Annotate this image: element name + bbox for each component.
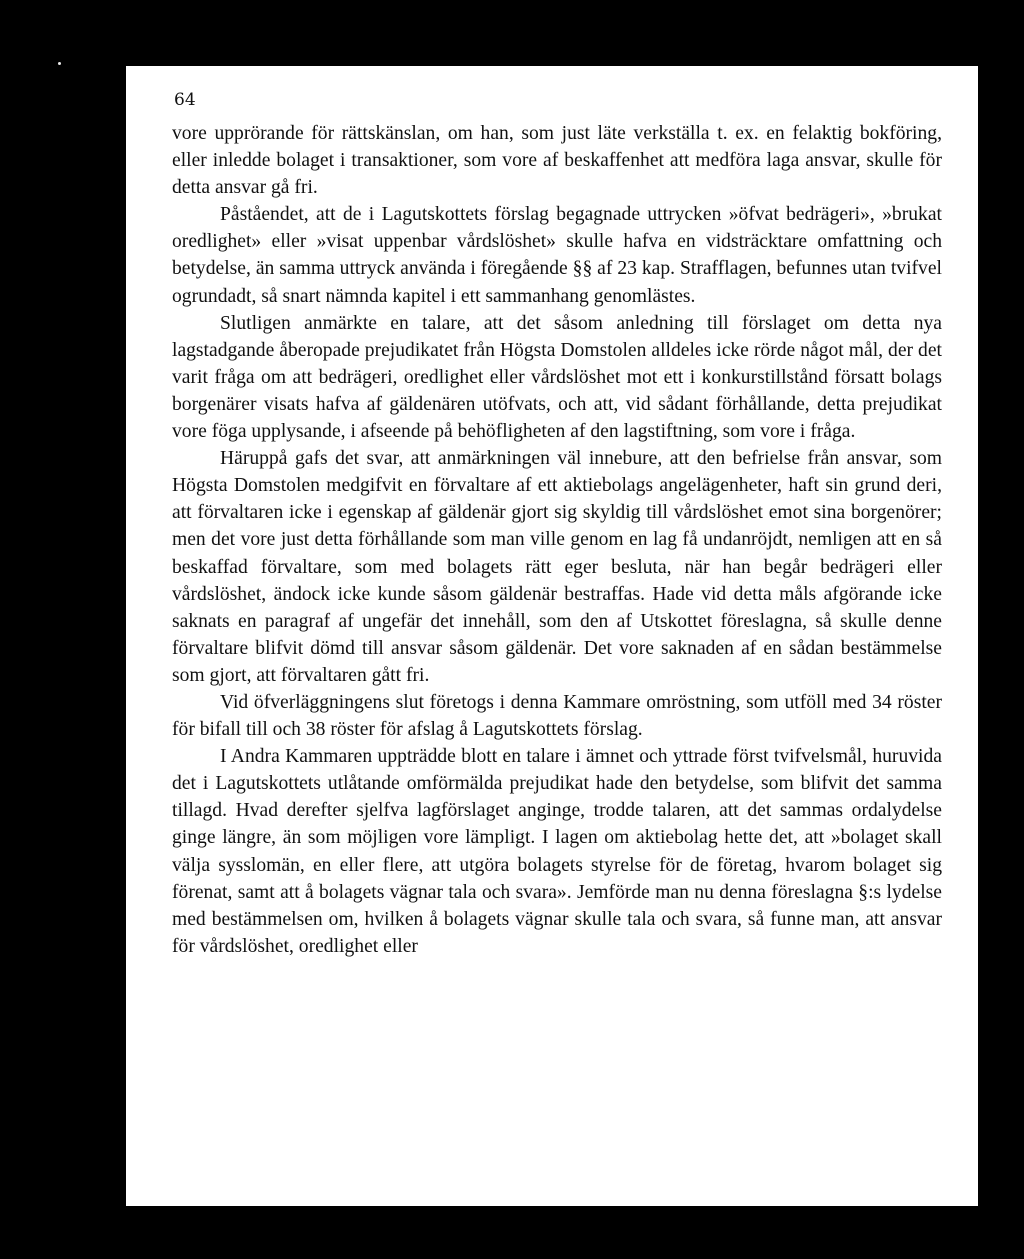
paragraph: vore upprörande för rättskänslan, om han, som just läte verkställa t. ex. en felaktig bokföring, eller inledde bolaget i transaktioner, som vore af beskaffenhet att medföra laga ansvar, skulle för detta ansvar gå fri.	[172, 123, 942, 199]
paragraph: I Andra Kammaren uppträdde blott en talare i ämnet och yttrade först tvifvelsmål, huruvida det i Lagutskottets utlåtande omförmälda prejudikat hade den betydelse, som blifvit det samma tillagd. Hvad derefter sjelfva lagförslaget anginge, trodde talaren, att det sammas ordalydelse ginge längre, än som möjligen vore lämpligt. I lagen om aktiebolag hette det, att »bolaget skall välja sysslomän, en eller flere, att utgöra bolagets styrelse för de företag, hvarom bolaget sig förenat, samt att å bolagets vägnar tala och svara». Jemförde man nu denna föreslagna §:s lydelse med bestämmelsen om, hvilken å bolagets vägnar skulle tala och svara, så funne man, att ansvar för vårdslöshet, oredlighet eller	[172, 746, 942, 957]
paragraph: Häruppå gafs det svar, att anmärkningen väl innebure, att den befrielse från ansvar, som Högsta Domstolen medgifvit en förvaltare af ett aktiebolags angelägenheter, haft sin grund deri, att förvaltaren icke i egenskap af gäldenär gjort sig skyldig till vårdslöshet emot sina borgenörer; men det vore just detta förhållande som man ville genom en lag få undanröjdt, nemligen att en så beskaffad förvaltare, som med bolagets rätt eger besluta, när han begår bedrägeri eller vårdslöshet, ändock icke kunde såsom gäldenär bestraffas. Hade vid detta måls afgörande icke saknats en paragraf af ungefär det innehåll, som den af Utskottet föreslagna, så skulle denne förvaltare blifvit dömd till ansvar såsom gäldenär. Det vore saknaden af en sådan bestämmelse som gjort, att förvaltaren gått fri.	[172, 448, 942, 686]
page-number: 64	[174, 90, 196, 110]
paragraph: Påståendet, att de i Lagutskottets förslag begagnade uttrycken »öfvat bedrägeri», »brukat oredlighet» eller »visat uppenbar vårdslöshet» skulle hafva en vidsträcktare omfattning och betydelse, än samma uttryck användа i föregående §§ af 23 kap. Strafflagen, befunnes utan tvifvel ogrundadt, så snart nämnda kapitel i ett sammanhang genomlästes.	[172, 204, 942, 307]
scan-speck	[58, 62, 61, 65]
body-text	[172, 120, 942, 960]
paragraph: Vid öfverläggningens slut företogs i denna Kammare omröstning, som utföll med 34 röster för bifall till och 38 röster för afslag å Lagutskottets förslag.	[172, 691, 942, 741]
paragraph: Slutligen anmärkte en talare, att det såsom anledning till förslaget om detta nya lagstadgande åberopade prejudikatet från Högsta Domstolen alldeles icke rörde något mål, der det varit fråga om att bedrägeri, oredlighet eller vårdslöshet mot ett i konkurstillstånd försatt bolags borgenärer visats hafva af gäldenären utöfvats, och att, vid sådant förhållande, detta prejudikat vore föga upplysande, i afseende på behöfligheten af den lagstiftning, som vore i fråga.	[172, 312, 942, 443]
